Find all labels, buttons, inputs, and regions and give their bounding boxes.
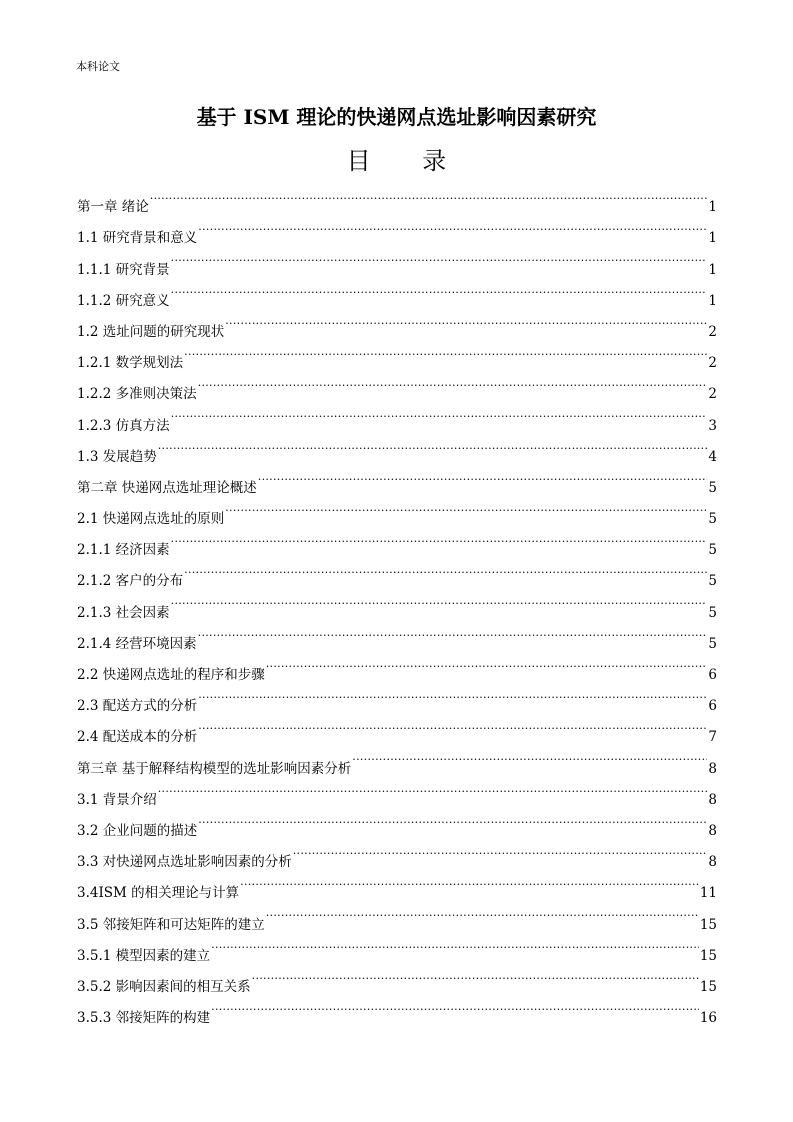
header-rule	[76, 78, 717, 79]
toc-entry-label: 1.2 选址问题的研究现状	[77, 323, 225, 340]
toc-dot-leader	[171, 398, 708, 429]
toc-dot-leader	[198, 710, 707, 741]
toc-entry[interactable]	[77, 398, 717, 434]
toc-entry-label: 2.1.3 社会因素	[77, 604, 170, 621]
document-title: 基于 ISM 理论的快递网点选址影响因素研究	[196, 105, 597, 129]
toc-dot-leader	[225, 305, 707, 336]
toc-dot-leader	[252, 960, 699, 991]
toc-entry-label: 3.4ISM 的相关理论与计算	[77, 885, 240, 902]
toc-dot-leader	[240, 866, 699, 897]
toc-dot-leader	[198, 367, 708, 398]
toc-dot-leader	[258, 461, 708, 492]
toc-entry-page-number: 16	[699, 1010, 717, 1027]
toc-entry-label: 1.1.2 研究意义	[77, 292, 170, 309]
toc-dot-leader	[211, 929, 699, 960]
toc-entry-page-number: 4	[708, 448, 717, 465]
toc-heading: 目 录	[346, 147, 469, 175]
toc-dot-leader	[158, 773, 708, 804]
toc-entry-label: 第一章 绪论	[77, 199, 149, 216]
toc-entry[interactable]	[77, 523, 717, 559]
toc-entry[interactable]	[77, 617, 717, 652]
table-of-contents	[77, 180, 717, 1027]
toc-entry-label: 3.2 企业问题的描述	[77, 822, 198, 839]
toc-entry-page-number: 8	[708, 854, 717, 871]
toc-entry-page-number: 15	[699, 916, 717, 933]
toc-dot-leader	[266, 648, 708, 679]
toc-entry[interactable]	[77, 305, 717, 340]
toc-dot-leader	[352, 741, 707, 772]
toc-entry[interactable]	[77, 585, 717, 621]
toc-entry-label: 3.3 对快递网点选址影响因素的分析	[77, 854, 292, 871]
toc-dot-leader	[171, 274, 708, 305]
toc-dot-leader	[184, 336, 707, 367]
toc-entry-page-number: 1	[708, 292, 717, 309]
toc-entry[interactable]	[77, 554, 717, 590]
toc-entry-page-number: 5	[708, 511, 717, 528]
toc-entry-page-number: 1	[708, 199, 717, 216]
toc-dot-leader	[225, 492, 707, 523]
toc-entry[interactable]	[77, 274, 717, 309]
toc-entry-page-number: 15	[699, 978, 717, 995]
toc-dot-leader	[198, 679, 707, 710]
toc-dot-leader	[150, 180, 708, 211]
running-header: 本科论文	[76, 60, 120, 73]
toc-entry-page-number: 5	[708, 479, 717, 496]
toc-entry-page-number: 2	[708, 323, 717, 340]
toc-dot-leader	[266, 897, 699, 928]
toc-dot-leader	[171, 585, 708, 616]
toc-entry-page-number: 11	[699, 885, 717, 902]
toc-entry-label: 2.3 配送方式的分析	[77, 698, 198, 715]
toc-entry-label: 第三章 基于解释结构模型的选址影响因素分析	[77, 760, 352, 777]
toc-entry[interactable]	[77, 211, 717, 247]
toc-entry-page-number: 5	[708, 573, 717, 590]
toc-entry-label: 3.5.1 模型因素的建立	[77, 947, 211, 964]
toc-entry-page-number: 8	[708, 822, 717, 839]
toc-entry[interactable]	[77, 461, 717, 496]
toc-entry-page-number: 5	[708, 542, 717, 559]
toc-entry-label: 2.1.2 客户的分布	[77, 573, 184, 590]
toc-entry[interactable]	[77, 242, 717, 278]
toc-entry-page-number: 1	[708, 261, 717, 278]
toc-entry-label: 1.1.1 研究背景	[77, 261, 170, 278]
toc-entry-page-number: 3	[708, 417, 717, 434]
toc-entry-label: 2.1.1 经济因素	[77, 542, 170, 559]
toc-dot-leader	[293, 835, 708, 866]
toc-dot-leader	[198, 804, 707, 835]
toc-entry-label: 1.2.2 多准则决策法	[77, 386, 197, 403]
toc-dot-leader	[184, 554, 707, 585]
toc-entry-label: 1.2.1 数学规划法	[77, 355, 184, 372]
toc-entry[interactable]	[77, 773, 717, 808]
toc-dot-leader	[198, 617, 708, 648]
toc-entry-label: 1.3 发展趋势	[77, 448, 157, 465]
toc-entry-page-number: 2	[708, 386, 717, 403]
toc-entry-page-number: 8	[708, 791, 717, 808]
toc-entry-page-number: 1	[708, 230, 717, 247]
toc-entry[interactable]	[77, 180, 717, 216]
toc-dot-leader	[171, 523, 708, 554]
toc-entry-page-number: 8	[708, 760, 717, 777]
toc-dot-leader	[171, 242, 708, 273]
toc-dot-leader	[158, 430, 708, 461]
toc-entry[interactable]	[77, 430, 717, 465]
toc-dot-leader	[198, 211, 707, 242]
toc-entry-label: 1.2.3 仿真方法	[77, 417, 170, 434]
toc-entry-label: 2.2 快递网点选址的程序和步骤	[77, 667, 265, 683]
toc-entry-page-number: 5	[708, 635, 717, 652]
toc-entry-page-number: 5	[708, 604, 717, 621]
toc-dot-leader	[211, 991, 699, 1022]
toc-entry-label: 第二章 快递网点选址理论概述	[77, 479, 257, 496]
toc-entry-label: 3.5.3 邻接矩阵的构建	[77, 1010, 211, 1027]
toc-entry-label: 2.4 配送成本的分析	[77, 729, 198, 746]
toc-entry-label: 3.5.2 影响因素间的相互关系	[77, 978, 251, 995]
toc-entry-label: 3.5 邻接矩阵和可达矩阵的建立	[77, 916, 265, 933]
toc-entry[interactable]	[77, 804, 717, 839]
toc-entry-label: 2.1.4 经营环境因素	[77, 635, 197, 652]
toc-entry-label: 3.1 背景介绍	[77, 791, 157, 808]
toc-entry-label: 2.1 快递网点选址的原则	[77, 511, 225, 528]
toc-entry-page-number: 6	[708, 667, 717, 683]
toc-entry-page-number: 6	[708, 698, 717, 715]
toc-entry-page-number: 15	[699, 947, 717, 964]
toc-entry-page-number: 2	[708, 355, 717, 372]
toc-entry-label: 1.1 研究背景和意义	[77, 230, 198, 247]
toc-entry-page-number: 7	[708, 729, 717, 746]
